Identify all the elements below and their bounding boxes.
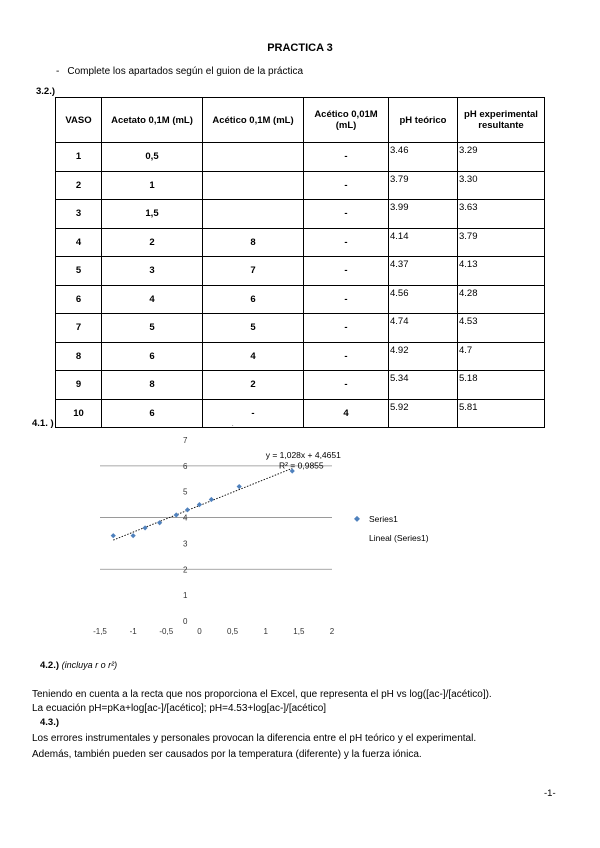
section-42-label: 4.2.): [40, 660, 60, 671]
paragraph-regression: Teniendo en cuenta a la recta que nos proporciona el Excel, que representa el pH vs log([ac-]/[acético]).: [32, 689, 492, 700]
y-tick-label: 5: [182, 487, 188, 497]
page-title: PRACTICA 3: [267, 42, 333, 54]
cell-acetico-001: -: [304, 171, 389, 200]
data-point: [131, 533, 136, 538]
table-row: [56, 200, 545, 229]
cell-acetico-01: 2: [203, 371, 304, 400]
cell-ph-experimental: 3.30: [458, 171, 545, 200]
cell-acetico-001: -: [304, 285, 389, 314]
header-acetico-01: Acético 0,1M (mL): [203, 98, 304, 143]
cell-acetico-01: 8: [203, 228, 304, 257]
cell-acetico-001: -: [304, 371, 389, 400]
cell-acetato: 0,5: [102, 143, 203, 172]
cell-acetato: 8: [102, 371, 203, 400]
table-row: [56, 257, 545, 286]
cell-ph-experimental: 5.18: [458, 371, 545, 400]
cell-acetico-01: -: [203, 399, 304, 428]
cell-ph-teorico: 4.14: [389, 228, 458, 257]
y-tick-label: 0: [182, 617, 188, 626]
legend-trendline: Lineal (Series1): [369, 532, 429, 543]
y-tick-label: 4: [182, 513, 188, 523]
cell-vaso: 7: [56, 314, 102, 343]
y-tick-label: 6: [182, 461, 188, 471]
cell-vaso: 5: [56, 257, 102, 286]
table-row: [56, 285, 545, 314]
cell-acetato: 6: [102, 342, 203, 371]
cell-vaso: 10: [56, 399, 102, 428]
legend-marker: [354, 516, 360, 522]
header-ph-teorico: pH teórico: [389, 98, 458, 143]
page-number: -1-: [544, 788, 556, 799]
cell-acetico-001: -: [304, 257, 389, 286]
cell-acetico-01: 5: [203, 314, 304, 343]
x-tick-label: 1,5: [293, 627, 305, 636]
data-point: [111, 533, 116, 538]
x-tick-label: 0,5: [227, 627, 239, 636]
x-tick-label: 1: [263, 627, 268, 636]
x-tick-label: -0,5: [159, 627, 174, 636]
cell-acetato: 1: [102, 171, 203, 200]
instruction-text: Complete los apartados según el guion de la práctica: [67, 66, 304, 77]
y-tick-label: 1: [182, 591, 188, 601]
section-42-note: (incluya r o r²): [61, 660, 118, 670]
table-row: [56, 228, 545, 257]
chart-title-mark: ˇ: [230, 425, 235, 434]
table-row: [56, 342, 545, 371]
data-point: [209, 497, 214, 502]
cell-ph-teorico: 5.34: [389, 371, 458, 400]
cell-ph-experimental: 4.28: [458, 285, 545, 314]
cell-ph-experimental: 4.13: [458, 257, 545, 286]
header-ph-experimental: pH experimental resultante: [458, 98, 545, 143]
ph-vs-log-chart: [80, 425, 460, 647]
cell-acetico-01: 6: [203, 285, 304, 314]
cell-acetico-01: [203, 171, 304, 200]
instruction-line: [56, 66, 303, 77]
cell-vaso: 4: [56, 228, 102, 257]
x-tick-label: 2: [329, 627, 335, 636]
data-point: [174, 512, 179, 517]
paragraph-causes: Además, también pueden ser causados por la temperatura (diferente) y la fuerza iónica.: [32, 749, 422, 760]
table-row: [56, 171, 545, 200]
cell-ph-teorico: 3.46: [389, 143, 458, 172]
cell-ph-teorico: 3.79: [389, 171, 458, 200]
cell-acetico-01: 4: [203, 342, 304, 371]
bullet-dash: -: [56, 66, 60, 77]
cell-vaso: 2: [56, 171, 102, 200]
cell-acetico-001: -: [304, 200, 389, 229]
cell-acetico-001: -: [304, 314, 389, 343]
r-squared-label: R² = 0,9855: [278, 460, 324, 471]
cell-acetato: 1,5: [102, 200, 203, 229]
x-tick-label: -1: [129, 627, 137, 636]
y-tick-label: 3: [182, 539, 188, 549]
section-heading-4-1: 4.1. ): [32, 418, 54, 429]
cell-acetato: 2: [102, 228, 203, 257]
cell-ph-experimental: 4.7: [458, 342, 545, 371]
cell-acetico-01: 7: [203, 257, 304, 286]
cell-ph-teorico: 3.99: [389, 200, 458, 229]
x-tick-label: 0: [197, 627, 202, 636]
cell-vaso: 8: [56, 342, 102, 371]
cell-acetato: 6: [102, 399, 203, 428]
table-row: [56, 314, 545, 343]
cell-ph-teorico: 4.74: [389, 314, 458, 343]
trendline-equation: y = 1,028x + 4,4651: [265, 450, 341, 461]
cell-acetico-001: -: [304, 342, 389, 371]
section-heading-4-2: [40, 660, 117, 671]
cell-acetato: 4: [102, 285, 203, 314]
cell-acetato: 5: [102, 314, 203, 343]
data-point: [185, 507, 190, 512]
cell-acetico-001: -: [304, 143, 389, 172]
header-acetato: Acetato 0,1M (mL): [102, 98, 203, 143]
cell-ph-teorico: 4.56: [389, 285, 458, 314]
cell-ph-experimental: 3.79: [458, 228, 545, 257]
cell-ph-teorico: 4.92: [389, 342, 458, 371]
trendline: [113, 468, 292, 540]
cell-vaso: 6: [56, 285, 102, 314]
paragraph-equation: La ecuación pH=pKa+log[ac-]/[acético]; pH=4.53+log[ac-]/[acético]: [32, 703, 327, 714]
paragraph-errors: Los errores instrumentales y personales provocan la diferencia entre el pH teórico y el experimental.: [32, 733, 477, 744]
cell-ph-experimental: 4.53: [458, 314, 545, 343]
cell-acetico-001: -: [304, 228, 389, 257]
table-header-row: [56, 98, 545, 143]
legend-series: Series1: [369, 513, 398, 524]
y-tick-label: 7: [182, 436, 188, 445]
cell-acetico-01: [203, 143, 304, 172]
header-acetico-001: Acético 0,01M (mL): [304, 98, 389, 143]
cell-ph-experimental: 5.81: [458, 399, 545, 428]
section-heading-4-3: 4.3.): [40, 717, 60, 728]
y-tick-label: 2: [182, 565, 188, 575]
cell-ph-teorico: 5.92: [389, 399, 458, 428]
cell-acetato: 3: [102, 257, 203, 286]
table-row: [56, 399, 545, 428]
x-tick-label: -1,5: [93, 627, 107, 636]
header-vaso: VASO: [56, 98, 102, 143]
cell-ph-experimental: 3.63: [458, 200, 545, 229]
section-heading-3-2: 3.2.): [36, 86, 56, 97]
table-row: [56, 371, 545, 400]
data-point: [237, 484, 242, 489]
data-point: [142, 525, 147, 530]
cell-vaso: 3: [56, 200, 102, 229]
cell-vaso: 9: [56, 371, 102, 400]
cell-acetico-001: 4: [304, 399, 389, 428]
table-row: [56, 143, 545, 172]
ph-table: [55, 97, 545, 428]
cell-vaso: 1: [56, 143, 102, 172]
cell-ph-teorico: 4.37: [389, 257, 458, 286]
cell-acetico-01: [203, 200, 304, 229]
cell-ph-experimental: 3.29: [458, 143, 545, 172]
